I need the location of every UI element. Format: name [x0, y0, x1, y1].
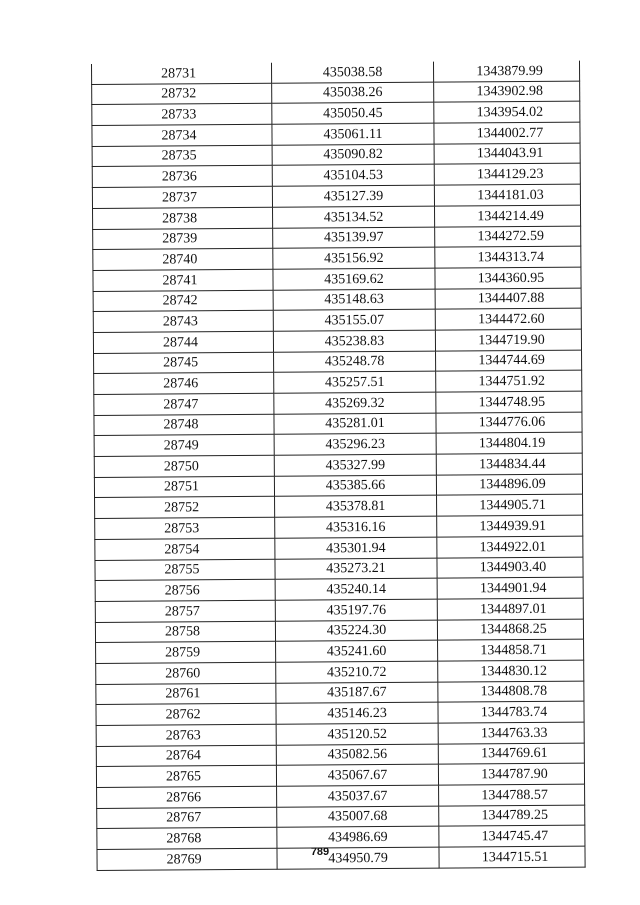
x-coordinate-cell: 435156.92 — [273, 247, 435, 269]
y-coordinate-cell: 1344922.01 — [437, 536, 583, 558]
y-coordinate-cell: 1344830.12 — [438, 660, 584, 682]
table-row — [95, 557, 583, 581]
table-row — [97, 784, 585, 808]
table-row — [95, 598, 583, 622]
x-coordinate-cell: 435240.14 — [275, 578, 437, 600]
x-coordinate-cell: 435248.78 — [274, 351, 436, 373]
point-id-cell: 28759 — [96, 641, 276, 663]
x-coordinate-cell: 435007.68 — [277, 806, 439, 828]
x-coordinate-cell: 435316.16 — [275, 516, 437, 538]
point-id-cell: 28734 — [92, 124, 272, 146]
y-coordinate-cell: 1344939.91 — [437, 515, 583, 537]
point-id-cell: 28733 — [92, 104, 272, 126]
table-row — [95, 515, 583, 539]
point-id-cell: 28749 — [94, 435, 274, 457]
point-id-cell: 28740 — [93, 248, 273, 270]
point-id-cell: 28737 — [92, 186, 272, 208]
y-coordinate-cell: 1344360.95 — [435, 267, 581, 289]
x-coordinate-cell: 435257.51 — [274, 371, 436, 393]
table-row — [92, 143, 580, 167]
y-coordinate-cell: 1344763.33 — [438, 722, 584, 744]
y-coordinate-cell: 1344901.94 — [437, 577, 583, 599]
x-coordinate-cell: 435038.26 — [272, 82, 434, 104]
point-id-cell: 28750 — [94, 455, 274, 477]
x-coordinate-cell: 435187.67 — [276, 682, 438, 704]
y-coordinate-cell: 1344858.71 — [438, 639, 584, 661]
y-coordinate-cell: 1344719.90 — [435, 329, 581, 351]
y-coordinate-cell: 1344808.78 — [438, 681, 584, 703]
table-row — [95, 619, 583, 643]
point-id-cell: 28761 — [96, 683, 276, 705]
point-id-cell: 28766 — [97, 786, 277, 808]
table-row — [97, 805, 585, 829]
y-coordinate-cell: 1344776.06 — [436, 412, 582, 434]
x-coordinate-cell: 435134.52 — [273, 206, 435, 228]
y-coordinate-cell: 1344788.57 — [439, 784, 585, 806]
x-coordinate-cell: 435148.63 — [273, 289, 435, 311]
point-id-cell: 28755 — [95, 559, 275, 581]
point-id-cell: 28765 — [96, 766, 276, 788]
x-coordinate-cell: 435155.07 — [273, 309, 435, 331]
point-id-cell: 28747 — [94, 393, 274, 415]
y-coordinate-cell: 1344897.01 — [437, 598, 583, 620]
x-coordinate-cell: 435241.60 — [276, 640, 438, 662]
y-coordinate-cell: 1344181.03 — [434, 184, 580, 206]
table-row — [94, 370, 582, 394]
point-id-cell: 28735 — [92, 145, 272, 167]
x-coordinate-cell: 435037.67 — [277, 785, 439, 807]
y-coordinate-cell: 1344751.92 — [436, 370, 582, 392]
y-coordinate-cell: 1344804.19 — [436, 432, 582, 454]
table-row — [94, 412, 582, 436]
table-row — [96, 743, 584, 767]
x-coordinate-cell: 435120.52 — [276, 723, 438, 745]
table-row — [94, 453, 582, 477]
y-coordinate-cell: 1343879.99 — [433, 61, 579, 82]
y-coordinate-cell: 1344002.77 — [434, 122, 580, 144]
x-coordinate-cell: 435378.81 — [275, 496, 437, 518]
point-id-cell: 28769 — [97, 848, 277, 870]
y-coordinate-cell: 1344789.25 — [439, 805, 585, 827]
table-row — [93, 329, 581, 353]
table-row — [96, 681, 584, 705]
point-id-cell: 28764 — [96, 745, 276, 767]
page-number: 789 — [310, 846, 330, 858]
x-coordinate-cell: 435146.23 — [276, 702, 438, 724]
x-coordinate-cell: 435169.62 — [273, 268, 435, 290]
x-coordinate-cell: 435061.11 — [272, 123, 434, 145]
y-coordinate-cell: 1344129.23 — [434, 164, 580, 186]
y-coordinate-cell: 1343954.02 — [434, 101, 580, 123]
table-row — [94, 432, 582, 456]
y-coordinate-cell: 1344748.95 — [436, 391, 582, 413]
table-row — [93, 205, 581, 229]
table-row — [93, 308, 581, 332]
table-row — [91, 61, 579, 85]
x-coordinate-cell: 435385.66 — [274, 475, 436, 497]
y-coordinate-cell: 1344834.44 — [436, 453, 582, 475]
point-id-cell: 28736 — [92, 166, 272, 188]
table-row — [96, 701, 584, 725]
table-row — [93, 246, 581, 270]
table-row — [95, 536, 583, 560]
coordinate-table — [91, 61, 586, 871]
point-id-cell: 28762 — [96, 704, 276, 726]
y-coordinate-cell: 1344745.47 — [439, 826, 585, 848]
x-coordinate-cell: 435238.83 — [273, 330, 435, 352]
x-coordinate-cell: 435067.67 — [276, 764, 438, 786]
x-coordinate-cell: 434986.69 — [277, 827, 439, 849]
table-row — [92, 164, 580, 188]
point-id-cell: 28753 — [95, 517, 275, 539]
point-id-cell: 28768 — [97, 828, 277, 850]
y-coordinate-cell: 1344903.40 — [437, 557, 583, 579]
table-body — [91, 61, 585, 871]
x-coordinate-cell: 435210.72 — [276, 661, 438, 683]
table-row — [93, 226, 581, 250]
table-row — [93, 288, 581, 312]
table-row — [94, 474, 582, 498]
table-row — [96, 763, 584, 787]
point-id-cell: 28742 — [93, 290, 273, 312]
point-id-cell: 28752 — [95, 497, 275, 519]
point-id-cell: 28754 — [95, 538, 275, 560]
x-coordinate-cell: 435224.30 — [275, 620, 437, 642]
x-coordinate-cell: 435050.45 — [272, 102, 434, 124]
y-coordinate-cell: 1344769.61 — [438, 743, 584, 765]
point-id-cell: 28760 — [96, 662, 276, 684]
point-id-cell: 28741 — [93, 269, 273, 291]
table-row — [94, 350, 582, 374]
point-id-cell: 28756 — [95, 579, 275, 601]
x-coordinate-cell: 435038.58 — [271, 62, 433, 83]
y-coordinate-cell: 1344407.88 — [435, 288, 581, 310]
y-coordinate-cell: 1344896.09 — [436, 474, 582, 496]
y-coordinate-cell: 1344905.71 — [437, 495, 583, 517]
point-id-cell: 28763 — [96, 724, 276, 746]
y-coordinate-cell: 1344868.25 — [437, 619, 583, 641]
point-id-cell: 28746 — [94, 373, 274, 395]
point-id-cell: 28767 — [97, 807, 277, 829]
y-coordinate-cell: 1344783.74 — [438, 701, 584, 723]
y-coordinate-cell: 1344787.90 — [438, 763, 584, 785]
table-row — [96, 722, 584, 746]
point-id-cell: 28738 — [93, 207, 273, 229]
y-coordinate-cell: 1343902.98 — [434, 81, 580, 103]
point-id-cell: 28758 — [95, 621, 275, 643]
x-coordinate-cell: 435273.21 — [275, 558, 437, 580]
table-row — [96, 660, 584, 684]
table-row — [92, 184, 580, 208]
table-row — [92, 81, 580, 105]
point-id-cell: 28748 — [94, 414, 274, 436]
y-coordinate-cell: 1344272.59 — [435, 226, 581, 248]
x-coordinate-cell: 435327.99 — [274, 454, 436, 476]
y-coordinate-cell: 1344744.69 — [436, 350, 582, 372]
x-coordinate-cell: 435104.53 — [272, 165, 434, 187]
x-coordinate-cell: 435090.82 — [272, 144, 434, 166]
point-id-cell: 28744 — [93, 331, 273, 353]
point-id-cell: 28757 — [95, 600, 275, 622]
x-coordinate-cell: 435281.01 — [274, 413, 436, 435]
x-coordinate-cell: 435127.39 — [272, 185, 434, 207]
x-coordinate-cell: 435139.97 — [273, 227, 435, 249]
x-coordinate-cell: 435296.23 — [274, 433, 436, 455]
table-row — [95, 577, 583, 601]
y-coordinate-cell: 1344715.51 — [439, 846, 585, 868]
table-row — [94, 391, 582, 415]
x-coordinate-cell: 435197.76 — [275, 599, 437, 621]
x-coordinate-cell: 435301.94 — [275, 537, 437, 559]
point-id-cell: 28751 — [94, 476, 274, 498]
y-coordinate-cell: 1344313.74 — [435, 246, 581, 268]
y-coordinate-cell: 1344472.60 — [435, 308, 581, 330]
table-row — [92, 101, 580, 125]
point-id-cell: 28743 — [93, 310, 273, 332]
table-row — [95, 495, 583, 519]
x-coordinate-cell: 435082.56 — [276, 744, 438, 766]
y-coordinate-cell: 1344043.91 — [434, 143, 580, 165]
point-id-cell: 28745 — [94, 352, 274, 374]
table-row — [96, 639, 584, 663]
point-id-cell: 28732 — [92, 83, 272, 105]
point-id-cell: 28731 — [91, 63, 271, 84]
table-row — [93, 267, 581, 291]
x-coordinate-cell: 435269.32 — [274, 392, 436, 414]
x-coordinate-cell: 434950.79 — [277, 847, 439, 869]
table-row — [92, 122, 580, 146]
point-id-cell: 28739 — [93, 228, 273, 250]
y-coordinate-cell: 1344214.49 — [434, 205, 580, 227]
